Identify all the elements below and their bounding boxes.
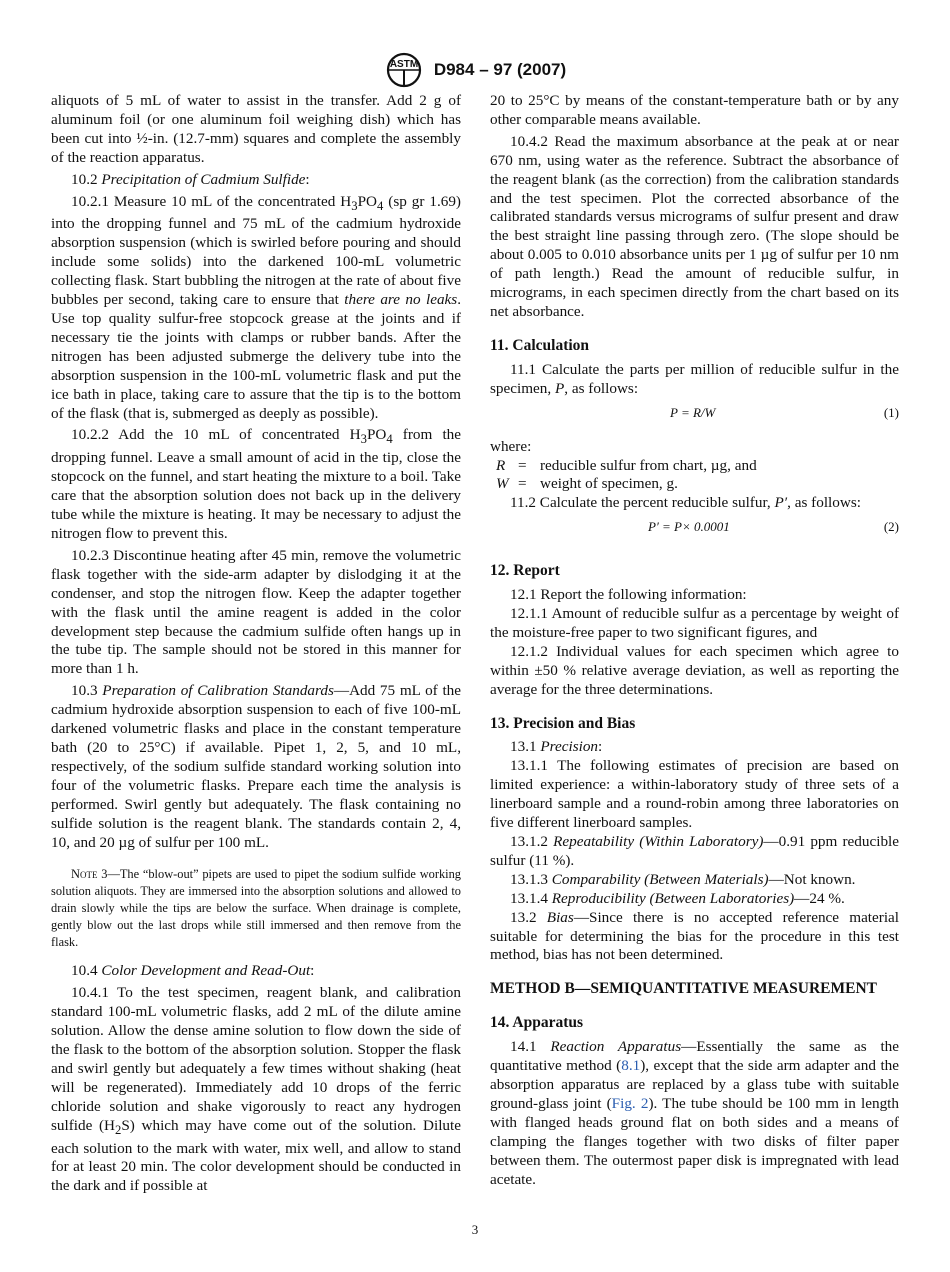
- paragraph: 20 to 25°C by means of the constant-temperature bath or by any other comparable means available.: [490, 92, 899, 128]
- section-13-1-4: 13.1.4 Reproducibility (Between Laboratories)—24 %.: [510, 889, 845, 907]
- definition-list: [490, 457, 899, 495]
- heading-apparatus: 14. Apparatus: [490, 1014, 584, 1032]
- section-10-2-1: 10.2.1 Measure 10 mL of the concentrated $H_3PO_4$ (sp gr 1.69) into the dropping funnel and 75 mL of the cadmium hydroxide absorption suspension (which is swirled before pouring and should include some solids) into the darkened 100-mL volumetric collecting flask. Start bubbling the nitrogen at the rate of about five bubbles per second, taking care to ensure that there are no leaks. Use top quality sulfur-free stopcock grease at the joints and if necessary tie the joints with clamps or rubber bands. After the nitrogen has been adjusted submerge the delivery tube into the absorption suspension in the 100-mL volumetric flask and put the ice bath in place, taking care to assure that the tip is to the bottom of the flask (that is, submerged as deeply as possible).: [51, 192, 461, 422]
- heading-report: 12. Report: [490, 562, 560, 580]
- heading-method-b: METHOD B—SEMIQUANTITATIVE MEASUREMENT: [490, 980, 877, 998]
- section-13-1-2: 13.1.2 Repeatability (Within Laboratory)—0.91 ppm reducible sulfur (11 %).: [490, 833, 899, 869]
- section-10-2-2: 10.2.2 Add the 10 mL of concentrated $H_3PO_4$ from the dropping funnel. Leave a small amount of acid in the tip, close the stopcock on the funnel, and start heating the mixture to a boil. Take care that the absorption solution does not back up in the delivery tube while the mixture is heating. It may be necessary to adjust the nitrogen flow to prevent this.: [51, 426, 462, 542]
- definition-row: W = weight of specimen, g.: [496, 475, 678, 493]
- section-12-1-2: 12.1.2 Individual values for each specimen which agree to within ±50 % relative average deviation, as well as reporting the average for the three determinations.: [490, 642, 899, 698]
- section-11-1: 11.1 Calculate the parts per million of reducible sulfur in the specimen, P, as follows:: [490, 360, 899, 397]
- section-10-2-3: 10.2.3 Discontinue heating after 45 min, remove the volumetric flask together with the side-arm adapter by dislodging it at the condenser, and stop the nitrogen flow. Keep the adapter together with the flask until the amine reagent is added in the color development step because the cadmium sulfide often hangs up in the tube tip. The sample should not be stored in this manner for more than 1 h.: [51, 546, 461, 678]
- section-13-1: 13.1 Precision:: [510, 738, 603, 756]
- section-13-2: 13.2 Bias—Since there is no accepted reference material suitable for determining the bias for the procedure in this test method, bias has not been determined.: [490, 908, 900, 964]
- section-10-4-1: 10.4.1 To the test specimen, reagent blank, and calibration standard 100-mL volumetric flasks, add 2 mL of the dilute amine solution. Allow the dense amine solution to flow down the side of the flask to the bottom of the absorption solution. Stopper the flask and swirl gently but adequately a few times without shaking (heat will be regenerated). Immediately add 10 drops of the ferric chloride solution and shake vigorously to react any hydrogen sulfide $(H_2S)$ which may have come out of the solution. Dilute each solution to the mark with water, mix well, and allow to stand for at least 20 min. The color development should be conducted in the dark and if possible at: [51, 984, 461, 1195]
- section-13-1-3: 13.1.3 Comparability (Between Materials)—Not known.: [510, 870, 856, 888]
- section-13-1-1: 13.1.1 The following estimates of precision are based on limited experience: a within-laboratory study of three sets of a linerboard sample and a round-robin among three laboratories on five different linerboard samples.: [490, 757, 899, 832]
- section-10-4: 10.4 Color Development and Read-Out:: [71, 962, 315, 980]
- section-10-3: 10.3 Preparation of Calibration Standards—Add 75 mL of the cadmium hydroxide absorption suspension to each of five 100-mL darkened volumetric flasks and place in the constant temperature bath (20 to 25°C) if available. Pipet 1, 2, 5, and 10 mL, respectively, of the sodium sulfide standard working solution into four of the volumetric flasks. Prepare each time the analysis is performed. Swirl gently but adequately. The flask containing no sulfide solution is the reagent blank. The standards contain 2, 4, 10, and 20 µg of sulfur per 100 mL.: [51, 682, 461, 851]
- page-header: [0, 52, 950, 88]
- left-column: [51, 92, 461, 1196]
- where-label: where:: [490, 437, 532, 455]
- heading-precision-bias: 13. Precision and Bias: [490, 714, 636, 732]
- equation-number: (1): [883, 404, 899, 420]
- figure-link-fig-2[interactable]: Fig. 2: [611, 1094, 649, 1112]
- paragraph: aliquots of 5 mL of water to assist in the transfer. Add 2 g of aluminum foil (or one aluminum foil weighing dish) which has been cut into ½-in. (12.7-mm) squares and complete the assembly of the reaction apparatus.: [51, 92, 461, 166]
- page-number: 3: [471, 1222, 479, 1237]
- note-3: Note 3—The “blow-out” pipets are used to pipet the sodium sulfide working solution aliquots. They are immersed into the absorption solutions and allowed to drain slowly while the tips are below the surface. When drainage is complete, gently blow out the last drops while still immersed and then remove from the flask.: [51, 867, 461, 949]
- equation-1: [490, 402, 899, 424]
- section-11-2: 11.2 Calculate the percent reducible sulfur, P′, as follows:: [510, 494, 861, 512]
- equation-number: (2): [883, 519, 899, 535]
- section-12-1: 12.1 Report the following information:: [510, 586, 747, 604]
- astm-logo-icon: [384, 52, 424, 88]
- section-10-2: 10.2 Precipitation of Cadmium Sulfide:: [71, 170, 310, 188]
- equation-expression: P = R/W: [670, 404, 716, 420]
- section-14-1: 14.1 Reaction Apparatus—Essentially the same as the quantitative method (8.1), except that the side arm adapter and the absorption apparatus are replaced by a glass tube with suitable ground-glass joint (Fig. 2). The tube should be 100 mm in length with flanged heads ground flat on both sides and a means of clamping the flanges together with two disks of filter paper between them. The outermost paper disk is impregnated with lead acetate.: [490, 1038, 900, 1188]
- section-10-4-2: 10.4.2 Read the maximum absorbance at the peak at or near 670 nm, using water as the reference. Subtract the absorbance of the reagent blank (as the correction) from the calibration standards and the test specimen. Plot the corrected absorbance of the calibrated standards versus micrograms of sulfur present and draw the best straight line passing through zero. (The slope should be about 0.005 to 0.010 absorbance units per 1 µg of sulfur per 10 nm of path length.) Read the amount of reducible sulfur, in micrograms, in each specimen directly from the chart based on its net absorbance.: [490, 132, 899, 320]
- section-link-8-1[interactable]: 8.1: [621, 1057, 641, 1075]
- svg-text:ASTM: ASTM: [389, 59, 418, 70]
- definition-row: R = reducible sulfur from chart, µg, and: [496, 456, 757, 474]
- equation-expression: P′ = P× 0.0001: [648, 519, 730, 535]
- heading-calculation: 11. Calculation: [490, 336, 590, 354]
- right-column: [490, 92, 899, 1189]
- designation: D984 – 97 (2007): [433, 60, 567, 79]
- section-12-1-1: 12.1.1 Amount of reducible sulfur as a percentage by weight of the moisture-free paper to two significant figures, and: [490, 605, 899, 641]
- equation-2: [490, 516, 899, 538]
